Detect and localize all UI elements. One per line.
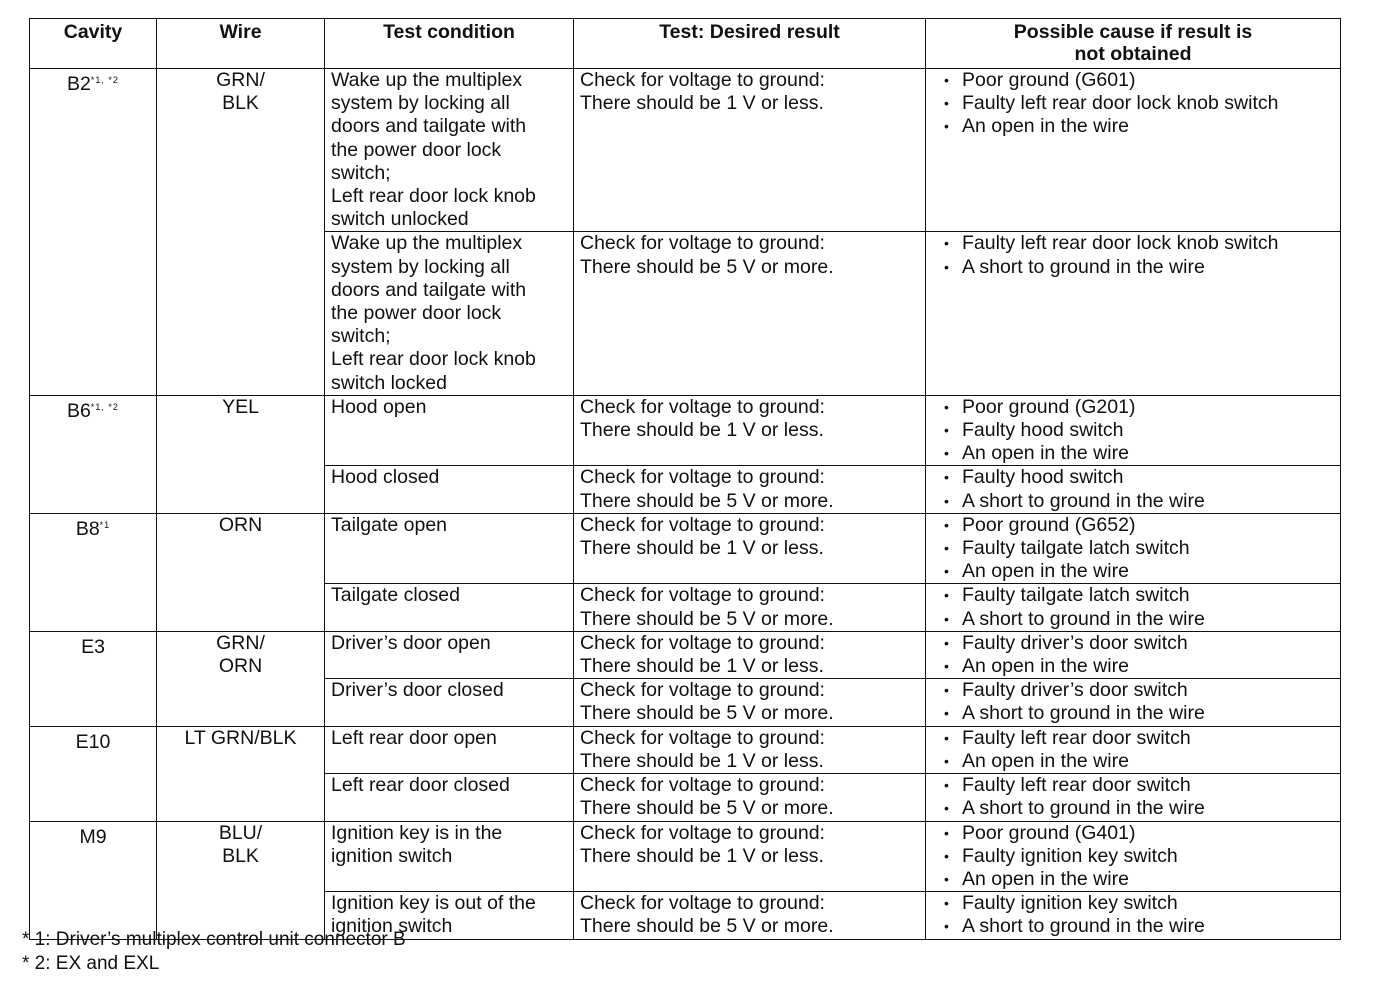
cause-item: • Faulty hood switch — [940, 419, 1334, 442]
test-condition: Tailgate closed — [325, 584, 574, 631]
cause-item: • Faulty left rear door lock knob switch — [940, 92, 1334, 115]
desired-result: Check for voltage to ground: There should be 5 V or more. — [574, 679, 926, 726]
cavity-cell — [30, 69, 157, 396]
test-condition: Wake up the multiplex system by locking all doors and tailgate with the power door lock switch; Left rear door lock knob switch locked — [325, 232, 574, 395]
possible-causes — [926, 892, 1341, 939]
cause-list — [932, 679, 1334, 725]
cause-item: • An open in the wire — [940, 655, 1334, 678]
test-condition: Left rear door open — [325, 726, 574, 773]
cause-list — [932, 727, 1334, 773]
cause-item: • A short to ground in the wire — [940, 490, 1334, 513]
possible-causes — [926, 774, 1341, 821]
header-desired-result: Test: Desired result — [574, 19, 926, 69]
wire-color: GRN/ BLK — [157, 69, 325, 396]
desired-result: Check for voltage to ground: There should be 1 V or less. — [574, 821, 926, 892]
possible-causes — [926, 631, 1341, 678]
table-row — [30, 513, 1341, 584]
footnote-1: * 1: Driver’s multiplex control unit connector B — [22, 929, 406, 950]
wire-color: GRN/ ORN — [157, 631, 325, 726]
cause-list — [932, 584, 1334, 630]
cause-list — [932, 632, 1334, 678]
desired-result: Check for voltage to ground: There should be 1 V or less. — [574, 513, 926, 584]
footnotes — [22, 928, 406, 976]
cause-item: • A short to ground in the wire — [940, 915, 1334, 938]
test-condition: Tailgate open — [325, 513, 574, 584]
desired-result: Check for voltage to ground: There should be 1 V or less. — [574, 69, 926, 232]
wire-color: ORN — [157, 513, 325, 631]
cause-item: • A short to ground in the wire — [940, 797, 1334, 820]
cause-item: • An open in the wire — [940, 750, 1334, 773]
header-test-condition: Test condition — [325, 19, 574, 69]
table-row — [30, 821, 1341, 892]
cavity-id: B8 — [75, 517, 100, 540]
cause-item: • Faulty tailgate latch switch — [940, 537, 1334, 560]
cause-item: • A short to ground in the wire — [940, 608, 1334, 631]
footnote-2: * 2: EX and EXL — [22, 953, 160, 974]
cause-item: • A short to ground in the wire — [940, 702, 1334, 725]
cause-item: • An open in the wire — [940, 442, 1334, 465]
test-table — [29, 18, 1341, 940]
cause-item: • Faulty left rear door switch — [940, 727, 1334, 750]
cause-item: • Faulty ignition key switch — [940, 892, 1334, 915]
wire-color: LT GRN/BLK — [157, 726, 325, 821]
possible-causes — [926, 679, 1341, 726]
cause-list — [932, 892, 1334, 938]
cavity-footnote-ref: *1 — [99, 519, 111, 530]
cavity-cell — [30, 726, 157, 821]
cavity-cell — [30, 513, 157, 631]
possible-causes — [926, 395, 1341, 466]
test-condition: Wake up the multiplex system by locking all doors and tailgate with the power door lock switch; Left rear door lock knob switch unlocked — [325, 69, 574, 232]
possible-causes — [926, 726, 1341, 773]
test-condition: Driver’s door open — [325, 631, 574, 678]
cause-item: • Faulty left rear door switch — [940, 774, 1334, 797]
cause-list — [932, 232, 1334, 278]
wire-color: YEL — [157, 395, 325, 513]
cavity-footnote-ref: *1, *2 — [90, 75, 119, 85]
cause-item: • Faulty tailgate latch switch — [940, 584, 1334, 607]
test-table-container — [29, 18, 1340, 940]
desired-result: Check for voltage to ground: There should be 5 V or more. — [574, 584, 926, 631]
cause-item: • Faulty hood switch — [940, 466, 1334, 489]
desired-result: Check for voltage to ground: There should be 1 V or less. — [574, 631, 926, 678]
cavity-cell — [30, 821, 157, 939]
test-condition: Hood closed — [325, 466, 574, 513]
table-row — [30, 395, 1341, 466]
possible-causes — [926, 821, 1341, 892]
possible-causes — [926, 69, 1341, 232]
test-condition: Left rear door closed — [325, 774, 574, 821]
cause-list — [932, 69, 1334, 139]
cause-item: • Faulty driver’s door switch — [940, 632, 1334, 655]
cause-item: • Faulty driver’s door switch — [940, 679, 1334, 702]
desired-result: Check for voltage to ground: There should be 5 V or more. — [574, 232, 926, 395]
cause-list — [932, 396, 1334, 466]
cause-item: • A short to ground in the wire — [940, 256, 1334, 279]
header-cavity: Cavity — [30, 19, 157, 69]
cause-list — [932, 514, 1334, 584]
possible-causes — [926, 466, 1341, 513]
possible-causes — [926, 513, 1341, 584]
cause-item: • An open in the wire — [940, 868, 1334, 891]
table-row — [30, 631, 1341, 678]
cavity-id: E3 — [81, 635, 105, 658]
cause-list — [932, 466, 1334, 512]
desired-result: Check for voltage to ground: There should be 5 V or more. — [574, 774, 926, 821]
cavity-cell — [30, 395, 157, 513]
test-condition: Ignition key is in the ignition switch — [325, 821, 574, 892]
cavity-id: M9 — [79, 825, 107, 848]
desired-result: Check for voltage to ground: There should be 5 V or more. — [574, 466, 926, 513]
table-row — [30, 726, 1341, 773]
cause-item: • Poor ground (G601) — [940, 69, 1334, 92]
cavity-id: E10 — [75, 730, 111, 753]
cause-item: • Faulty ignition key switch — [940, 845, 1334, 868]
possible-causes — [926, 584, 1341, 631]
table-row — [30, 69, 1341, 232]
desired-result: Check for voltage to ground: There should be 1 V or less. — [574, 726, 926, 773]
cavity-id: B6 — [67, 399, 91, 422]
header-wire: Wire — [157, 19, 325, 69]
cavity-footnote-ref: *1, *2 — [90, 401, 119, 412]
cavity-cell — [30, 631, 157, 726]
desired-result: Check for voltage to ground: There should be 1 V or less. — [574, 395, 926, 466]
cause-item: • Faulty left rear door lock knob switch — [940, 232, 1334, 255]
test-condition: Ignition key is out of the ignition switch — [325, 892, 574, 939]
desired-result: Check for voltage to ground: There should be 5 V or more. — [574, 892, 926, 939]
header-row — [30, 19, 1341, 69]
header-possible-cause: Possible cause if result is not obtained — [926, 19, 1341, 69]
test-condition: Hood open — [325, 395, 574, 466]
cause-list — [932, 774, 1334, 820]
possible-causes — [926, 232, 1341, 395]
cause-item: • An open in the wire — [940, 560, 1334, 583]
cause-item: • Poor ground (G652) — [940, 514, 1334, 537]
cause-item: • An open in the wire — [940, 115, 1334, 138]
cause-item: • Poor ground (G401) — [940, 822, 1334, 845]
cause-list — [932, 822, 1334, 892]
cause-item: • Poor ground (G201) — [940, 396, 1334, 419]
test-condition: Driver’s door closed — [325, 679, 574, 726]
wire-color: BLU/ BLK — [157, 821, 325, 939]
cavity-id: B2 — [67, 73, 91, 95]
